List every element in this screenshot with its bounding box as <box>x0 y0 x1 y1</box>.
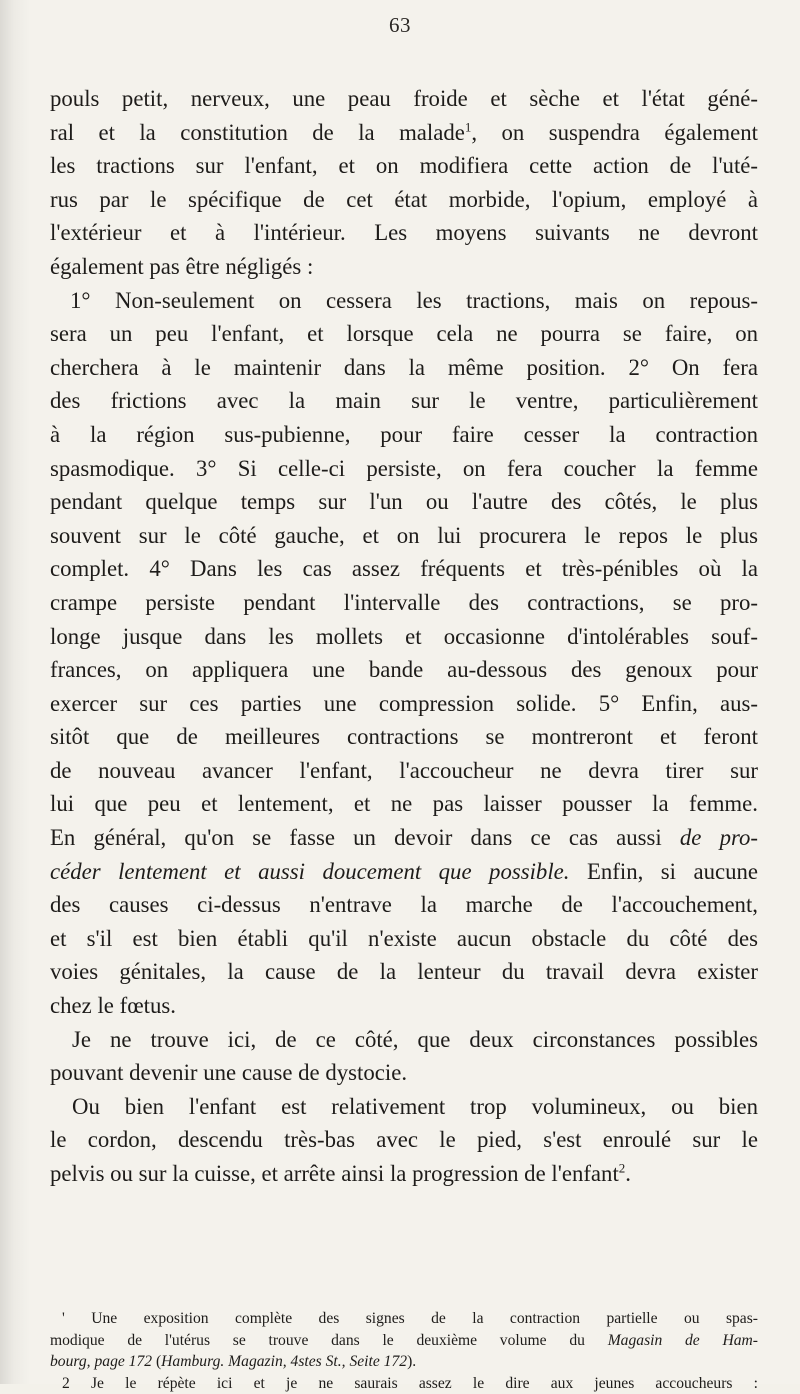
text-line: le cordon, descendu très-bas avec le pied, s'est enroulé sur le <box>50 1123 758 1157</box>
main-text <box>50 82 758 1191</box>
footnote-marker: ' <box>62 1310 65 1327</box>
text-fragment: Une exposition complète des signes de la contraction partielle ou spas- <box>91 1310 758 1327</box>
text-line: longe jusque dans les mollets et occasionne d'intolérables souf- <box>50 620 758 654</box>
text-line: sitôt que de meilleures contractions se montreront et feront <box>50 720 758 754</box>
footnote-line <box>50 1308 758 1330</box>
text-fragment: ral et la constitution de la malade <box>50 120 465 145</box>
italic-fragment: de pro- <box>680 825 758 850</box>
text-fragment: ( <box>152 1353 161 1370</box>
text-line: également pas être négligés : <box>50 250 758 284</box>
italic-fragment: Hamburg. Magazin, 4stes St., Seite 172 <box>161 1353 407 1370</box>
text-line: des causes ci-dessus n'entrave la marche de l'accouchement, <box>50 888 758 922</box>
text-fragment: . <box>625 1161 631 1186</box>
text-fragment: Je le répète ici et je ne saurais assez le dire aux jeunes accoucheurs : <box>91 1375 758 1392</box>
text-line: Je ne trouve ici, de ce côté, que deux circonstances possibles <box>50 1023 758 1057</box>
text-line: de nouveau avancer l'enfant, l'accoucheur ne devra tirer sur <box>50 754 758 788</box>
footnote-line <box>50 1330 758 1352</box>
text-line: rus par le spécifique de cet état morbide, l'opium, employé à <box>50 183 758 217</box>
text-line: pouls petit, nerveux, une peau froide et sèche et l'état géné- <box>50 82 758 116</box>
text-line <box>50 855 758 889</box>
text-fragment: pelvis ou sur la cuisse, et arrête ainsi la progression de l'enfant <box>50 1161 619 1186</box>
text-line: souvent sur le côté gauche, et on lui procurera le repos le plus <box>50 519 758 553</box>
text-line: exercer sur ces parties une compression solide. 5° Enfin, aus- <box>50 687 758 721</box>
text-fragment: ). <box>407 1353 416 1370</box>
text-line <box>50 821 758 855</box>
footnote-ref: 1 <box>465 119 472 134</box>
text-line: chez le fœtus. <box>50 989 758 1023</box>
text-line: Ou bien l'enfant est relativement trop volumineux, ou bien <box>50 1090 758 1124</box>
footnotes <box>50 1308 758 1394</box>
text-line: à la région sus-pubienne, pour faire cesser la contraction <box>50 418 758 452</box>
text-line: et s'il est bien établi qu'il n'existe aucun obstacle du côté des <box>50 922 758 956</box>
text-line: frances, on appliquera une bande au-dessous des genoux pour <box>50 653 758 687</box>
text-line: les tractions sur l'enfant, et on modifiera cette action de l'uté- <box>50 149 758 183</box>
text-fragment: , on suspendra également <box>471 120 758 145</box>
italic-fragment: céder lentement et aussi doucement que possible. <box>50 859 569 884</box>
page-number: 63 <box>0 13 800 38</box>
text-line: pouvant devenir une cause de dystocie. <box>50 1056 758 1090</box>
text-fragment: En général, qu'on se fasse un devoir dans ce cas aussi <box>50 825 662 850</box>
footnote-ref: 2 <box>619 1160 626 1175</box>
text-line: spasmodique. 3° Si celle-ci persiste, on fera coucher la femme <box>50 452 758 486</box>
text-line: crampe persiste pendant l'intervalle des contractions, se pro- <box>50 586 758 620</box>
text-fragment: Enfin, si aucune <box>569 859 758 884</box>
text-line: cherchera à le maintenir dans la même position. 2° On fera <box>50 351 758 385</box>
text-line: sera un peu l'enfant, et lorsque cela ne pourra se faire, on <box>50 317 758 351</box>
text-line <box>50 116 758 150</box>
italic-fragment: Magasin de Ham- <box>608 1332 758 1349</box>
text-line: lui que peu et lentement, et ne pas laisser pousser la femme. <box>50 787 758 821</box>
text-line: l'extérieur et à l'intérieur. Les moyens suivants ne devront <box>50 216 758 250</box>
text-line <box>50 1157 758 1191</box>
text-line: 1° Non-seulement on cessera les tractions, mais on repous- <box>50 284 758 318</box>
italic-fragment: bourg, page 172 <box>50 1353 152 1370</box>
text-line: des frictions avec la main sur le ventre, particulièrement <box>50 384 758 418</box>
footnote-marker: 2 <box>62 1375 70 1392</box>
footnote-line <box>50 1351 758 1373</box>
footnote-line <box>50 1373 758 1394</box>
text-line: complet. 4° Dans les cas assez fréquents et très-pénibles où la <box>50 552 758 586</box>
text-line: pendant quelque temps sur l'un ou l'autre des côtés, le plus <box>50 485 758 519</box>
text-fragment: modique de l'utérus se trouve dans le deuxième volume du <box>50 1332 585 1349</box>
text-line: voies génitales, la cause de la lenteur du travail devra exister <box>50 955 758 989</box>
